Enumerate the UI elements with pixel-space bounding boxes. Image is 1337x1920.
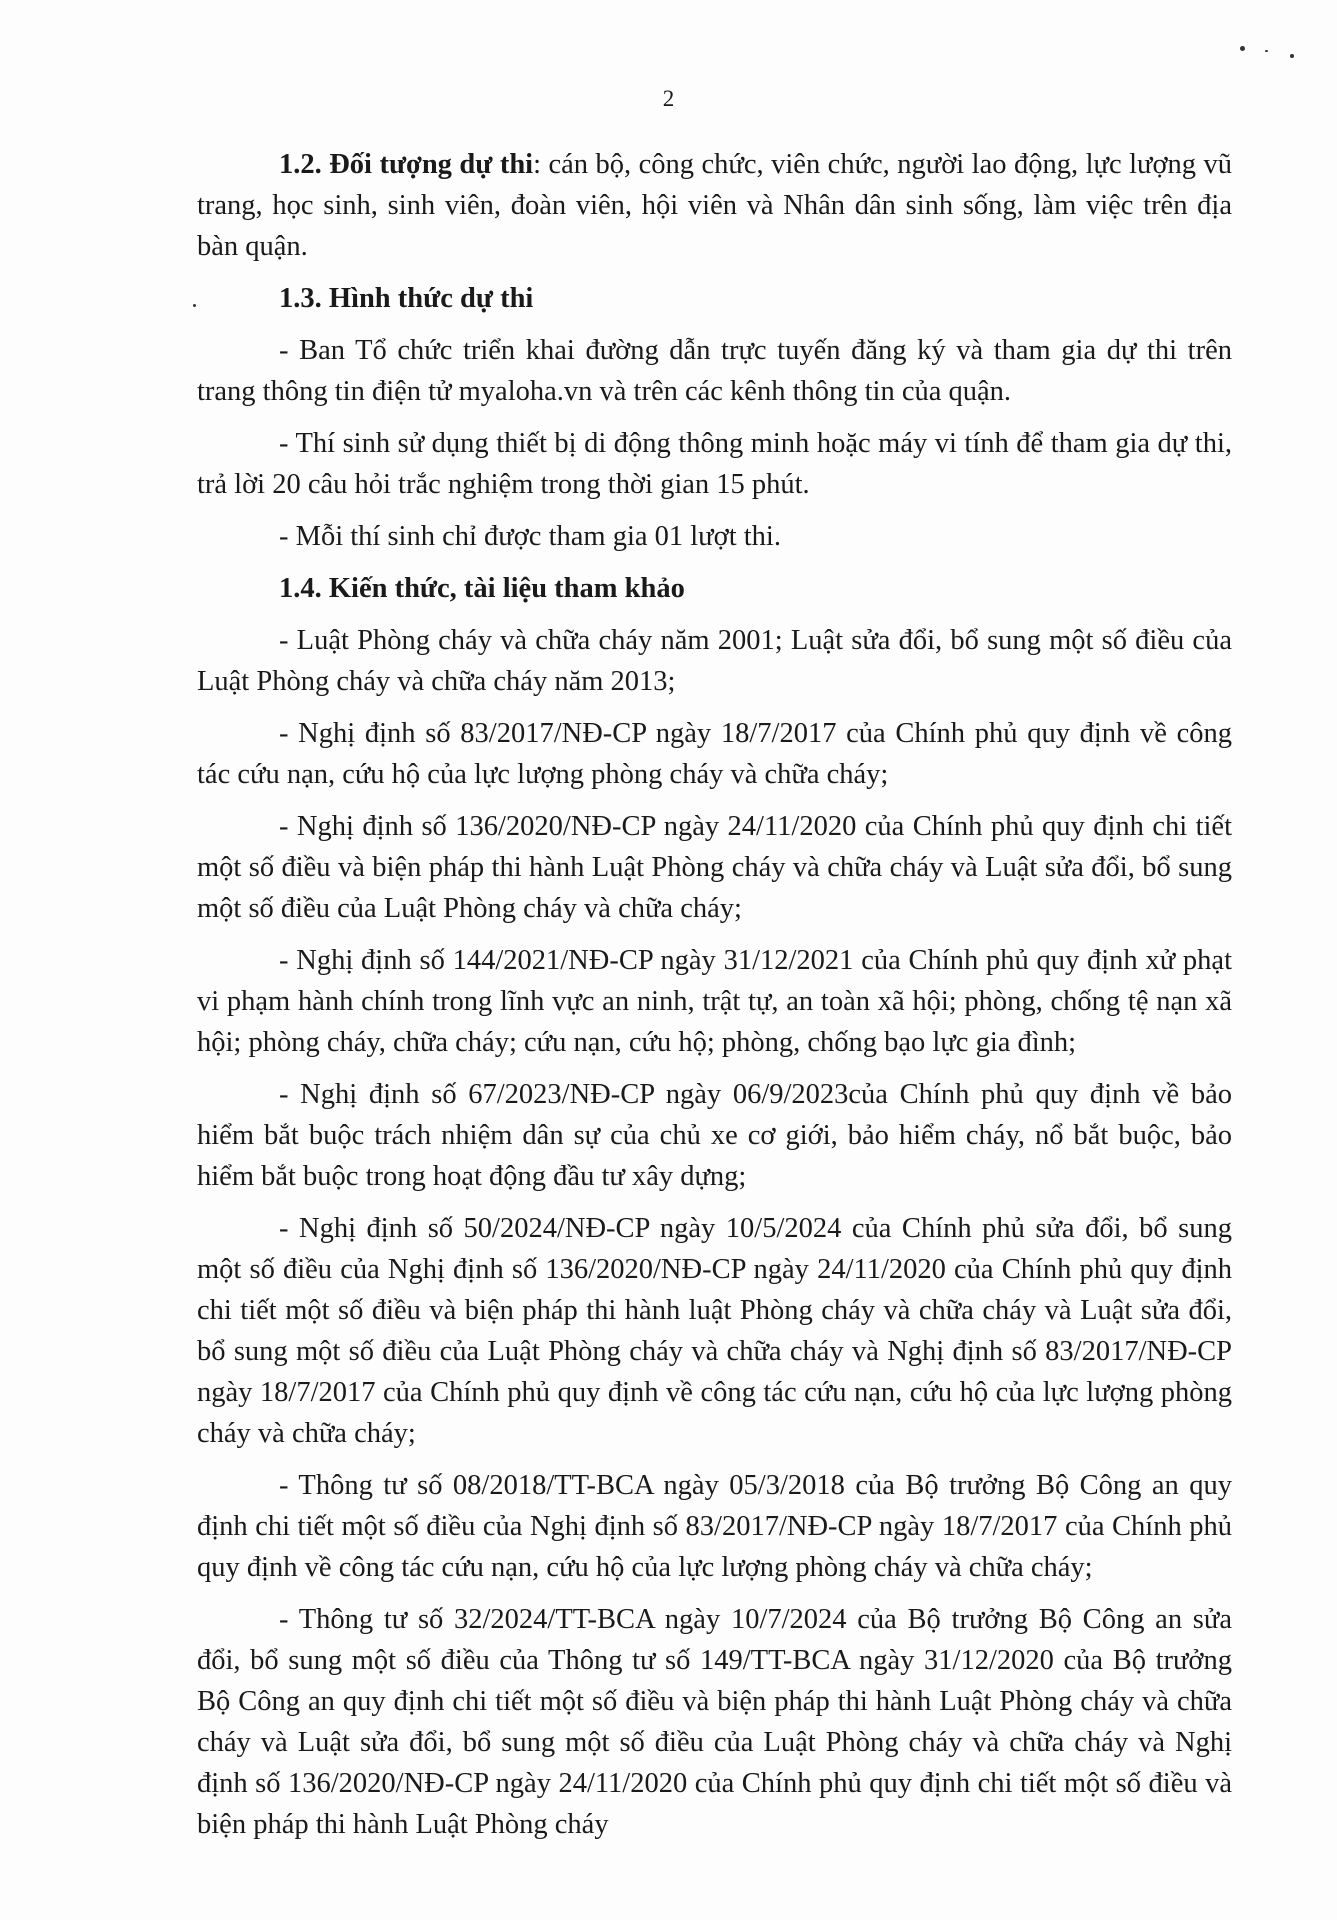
section-1-3-heading: 1.3. Hình thức dự thi — [279, 283, 534, 314]
scan-speck — [1290, 54, 1294, 58]
section-1-4-heading: 1.4. Kiến thức, tài liệu tham khảo — [279, 573, 685, 604]
reference-item: - Nghị định số 83/2017/NĐ-CP ngày 18/7/2017 của Chính phủ quy định về công tác cứu nạn, cứu hộ của lực lượng phòng cháy và chữa cháy; — [197, 718, 1232, 790]
document-body — [197, 144, 1232, 1856]
section-1-2-label: 1.2. Đối tượng dự thi — [279, 149, 534, 180]
scan-speck — [193, 304, 196, 307]
reference-item: - Nghị định số 136/2020/NĐ-CP ngày 24/11/2020 của Chính phủ quy định chi tiết một số điều và biện pháp thi hành Luật Phòng cháy và chữa cháy và Luật sửa đổi, bổ sung một số điều của Luật Phòng cháy và chữa cháy; — [197, 811, 1232, 924]
reference-item: - Luật Phòng cháy và chữa cháy năm 2001; Luật sửa đổi, bổ sung một số điều của Luật Phòng cháy và chữa cháy năm 2013; — [197, 625, 1232, 697]
reference-item: - Thông tư số 32/2024/TT-BCA ngày 10/7/2024 của Bộ trưởng Bộ Công an sửa đổi, bổ sung một số điều của Thông tư số 149/TT-BCA ngày 31/12/2020 của Bộ trưởng Bộ Công an quy định chi tiết một số điều và biện pháp thi hành Luật Phòng cháy và chữa cháy và Luật sửa đổi, bổ sung một số điều của Luật Phòng cháy và chữa cháy và Nghị định số 136/2020/NĐ-CP ngày 24/11/2020 của Chính phủ quy định chi tiết một số điều và biện pháp thi hành Luật Phòng cháy — [197, 1604, 1232, 1840]
section-1-3-item: - Mỗi thí sinh chỉ được tham gia 01 lượt thi. — [279, 521, 781, 552]
section-1-2-text: : cán bộ, công chức, viên chức, người lao động, lực lượng vũ trang, học sinh, sinh viên, đoàn viên, hội viên và Nhân dân sinh sống, làm việc trên địa bàn quận. — [197, 149, 1232, 262]
section-1-2 — [197, 144, 1232, 267]
reference-item: - Nghị định số 50/2024/NĐ-CP ngày 10/5/2024 của Chính phủ sửa đổi, bổ sung một số điều của Nghị định số 136/2020/NĐ-CP ngày 24/11/2020 của Chính phủ quy định chi tiết một số điều và biện pháp thi hành luật Phòng cháy và chữa cháy và Luật sửa đổi, bổ sung một số điều của Luật Phòng cháy và chữa cháy và Nghị định số 83/2017/NĐ-CP ngày 18/7/2017 của Chính phủ quy định về công tác cứu nạn, cứu hộ của lực lượng phòng cháy và chữa cháy; — [197, 1213, 1232, 1449]
reference-item: - Thông tư số 08/2018/TT-BCA ngày 05/3/2018 của Bộ trưởng Bộ Công an quy định chi tiết một số điều của Nghị định số 83/2017/NĐ-CP ngày 18/7/2017 của Chính phủ quy định về công tác cứu nạn, cứu hộ của lực lượng phòng cháy và chữa cháy; — [197, 1470, 1232, 1583]
reference-item: - Nghị định số 67/2023/NĐ-CP ngày 06/9/2023của Chính phủ quy định về bảo hiểm bắt buộc trách nhiệm dân sự của chủ xe cơ giới, bảo hiểm cháy, nổ bắt buộc, bảo hiểm bắt buộc trong hoạt động đầu tư xây dựng; — [197, 1079, 1232, 1192]
scan-speck — [1240, 46, 1245, 51]
section-1-3-item: - Thí sinh sử dụng thiết bị di động thông minh hoặc máy vi tính để tham gia dự thi, trả lời 20 câu hỏi trắc nghiệm trong thời gian 15 phút. — [197, 428, 1232, 500]
page-number: 2 — [662, 86, 675, 111]
section-1-3-item: - Ban Tổ chức triển khai đường dẫn trực tuyến đăng ký và tham gia dự thi trên trang thông tin điện tử myaloha.vn và trên các kênh thông tin của quận. — [197, 335, 1232, 407]
reference-item: - Nghị định số 144/2021/NĐ-CP ngày 31/12/2021 của Chính phủ quy định xử phạt vi phạm hành chính trong lĩnh vực an ninh, trật tự, an toàn xã hội; phòng, chống tệ nạn xã hội; phòng cháy, chữa cháy; cứu nạn, cứu hộ; phòng, chống bạo lực gia đình; — [197, 945, 1232, 1058]
scan-speck — [1265, 50, 1268, 52]
